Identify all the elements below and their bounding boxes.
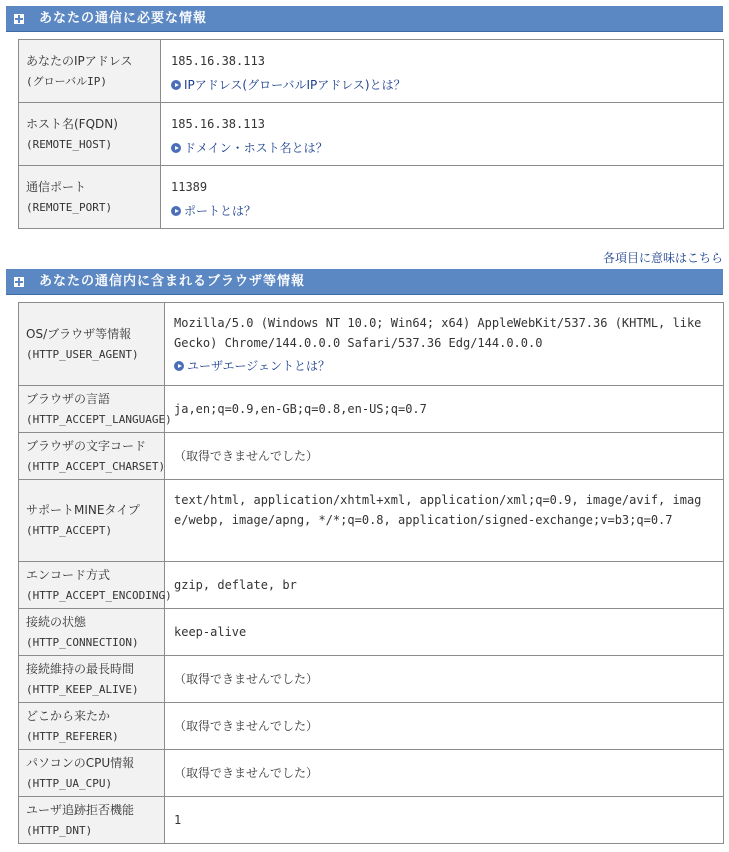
section1-header xyxy=(6,6,723,32)
row-label xyxy=(19,40,161,103)
item-meaning-link[interactable]: 各項目に意味はこちら xyxy=(602,251,723,265)
host-help-link[interactable]: ドメイン・ホスト名とは？ xyxy=(184,141,328,155)
label-text: ホスト名(FQDN) xyxy=(26,117,118,131)
row-label xyxy=(19,750,165,797)
row-label xyxy=(19,433,165,480)
referer-value: （取得できませんでした） xyxy=(174,719,319,733)
label-sub: (HTTP_ACCEPT_LANGUAGE) xyxy=(26,413,172,426)
section1-table xyxy=(18,39,724,229)
row-label xyxy=(19,656,165,703)
label-text: ユーザ追跡拒否機能 xyxy=(26,803,135,817)
ua-cpu-value: （取得できませんでした） xyxy=(174,766,319,780)
table-row xyxy=(19,562,724,609)
label-sub: (HTTP_USER_AGENT) xyxy=(26,348,139,361)
table-row xyxy=(19,40,724,103)
label-sub: (REMOTE_HOST) xyxy=(26,138,113,151)
row-label xyxy=(19,703,165,750)
table-row xyxy=(19,656,724,703)
user-agent-value: Mozilla/5.0 (Windows NT 10.0; Win64; x64) AppleWebKit/537.36 (KHTML, like Gecko) Chrome/144.0.0.0 Safari/537.36 Edg/144.0.0.0 xyxy=(174,316,702,350)
label-text: パソコンのCPU情報 xyxy=(26,756,135,770)
port-value: 11389 xyxy=(171,180,208,194)
table-row xyxy=(19,386,724,433)
port-help-link[interactable]: ポートとは？ xyxy=(184,204,257,218)
table-row xyxy=(19,303,724,386)
label-sub: (HTTP_DNT) xyxy=(26,824,93,837)
label-text: OS/ブラウザ等情報 xyxy=(26,327,132,341)
table-row xyxy=(19,103,724,166)
row-label xyxy=(19,797,165,844)
accept-encoding-value: gzip, deflate, br xyxy=(174,578,297,592)
table-row xyxy=(19,433,724,480)
label-sub: (HTTP_ACCEPT_ENCODING) xyxy=(26,589,172,602)
label-text: エンコード方式 xyxy=(26,568,111,582)
row-value xyxy=(165,656,724,703)
label-text: ブラウザの文字コード xyxy=(26,439,147,453)
row-value xyxy=(165,562,724,609)
label-sub: (HTTP_ACCEPT) xyxy=(26,524,113,537)
accept-value: text/html, application/xhtml+xml, application/xml;q=0.9, image/avif, image/webp, image/apng, */*;q=0.8, application/signed-exchange;v=b3;q=0.7 xyxy=(174,493,702,527)
label-text: 通信ポート xyxy=(26,180,87,194)
row-label xyxy=(19,103,161,166)
label-sub: (グローバルIP) xyxy=(26,75,107,88)
row-value xyxy=(161,103,724,166)
grid-icon xyxy=(14,14,24,24)
connection-value: keep-alive xyxy=(174,625,247,639)
label-sub: (HTTP_KEEP_ALIVE) xyxy=(26,683,139,696)
row-value xyxy=(165,703,724,750)
arrow-right-icon xyxy=(171,80,181,90)
label-text: どこから来たか xyxy=(26,709,111,723)
row-value xyxy=(165,609,724,656)
label-text: 接続の状態 xyxy=(26,615,87,629)
row-value xyxy=(165,797,724,844)
grid-icon xyxy=(14,277,24,287)
link-line xyxy=(171,138,723,158)
keep-alive-value: （取得できませんでした） xyxy=(174,672,319,686)
link-line xyxy=(171,201,723,221)
section2-title: あなたの通信内に含まれるブラウザ等情報 xyxy=(39,274,306,289)
accept-language-value: ja,en;q=0.9,en-GB;q=0.8,en-US;q=0.7 xyxy=(174,402,427,416)
row-value xyxy=(161,166,724,229)
label-sub: (HTTP_UA_CPU) xyxy=(26,777,113,790)
section2-header xyxy=(6,269,723,295)
row-value xyxy=(165,750,724,797)
label-text: あなたのIPアドレス xyxy=(26,54,133,68)
ip-address-value: 185.16.38.113 xyxy=(171,54,265,68)
ip-help-link[interactable]: IPアドレス(グローバルIPアドレス)とは？ xyxy=(184,78,406,92)
table-row xyxy=(19,750,724,797)
table-row xyxy=(19,797,724,844)
link-line xyxy=(174,356,715,376)
host-name-value: 185.16.38.113 xyxy=(171,117,265,131)
row-label xyxy=(19,166,161,229)
section1-title: あなたの通信に必要な情報 xyxy=(39,11,208,26)
section2-table xyxy=(18,302,724,844)
row-value xyxy=(165,386,724,433)
link-line xyxy=(171,75,723,95)
row-value xyxy=(165,303,724,386)
row-value xyxy=(165,480,724,562)
row-label xyxy=(19,480,165,562)
label-sub: (HTTP_CONNECTION) xyxy=(26,636,139,649)
row-label xyxy=(19,609,165,656)
label-sub: (HTTP_ACCEPT_CHARSET) xyxy=(26,460,166,473)
table-row xyxy=(19,480,724,562)
arrow-right-icon xyxy=(171,206,181,216)
label-text: サポートMINEタイプ xyxy=(26,503,140,517)
user-agent-help-link[interactable]: ユーザエージェントとは？ xyxy=(187,359,331,373)
label-text: 接続維持の最長時間 xyxy=(26,662,135,676)
accept-charset-value: （取得できませんでした） xyxy=(174,449,319,463)
table-row xyxy=(19,166,724,229)
row-label xyxy=(19,562,172,609)
table-row xyxy=(19,609,724,656)
label-sub: (HTTP_REFERER) xyxy=(26,730,119,743)
label-text: ブラウザの言語 xyxy=(26,392,111,406)
arrow-right-icon xyxy=(171,143,181,153)
arrow-right-icon xyxy=(174,361,184,371)
row-value xyxy=(161,40,724,103)
row-label xyxy=(19,386,172,433)
dnt-value: 1 xyxy=(174,813,182,827)
row-label xyxy=(19,303,165,386)
table-row xyxy=(19,703,724,750)
label-sub: (REMOTE_PORT) xyxy=(26,201,113,214)
row-value xyxy=(165,433,724,480)
